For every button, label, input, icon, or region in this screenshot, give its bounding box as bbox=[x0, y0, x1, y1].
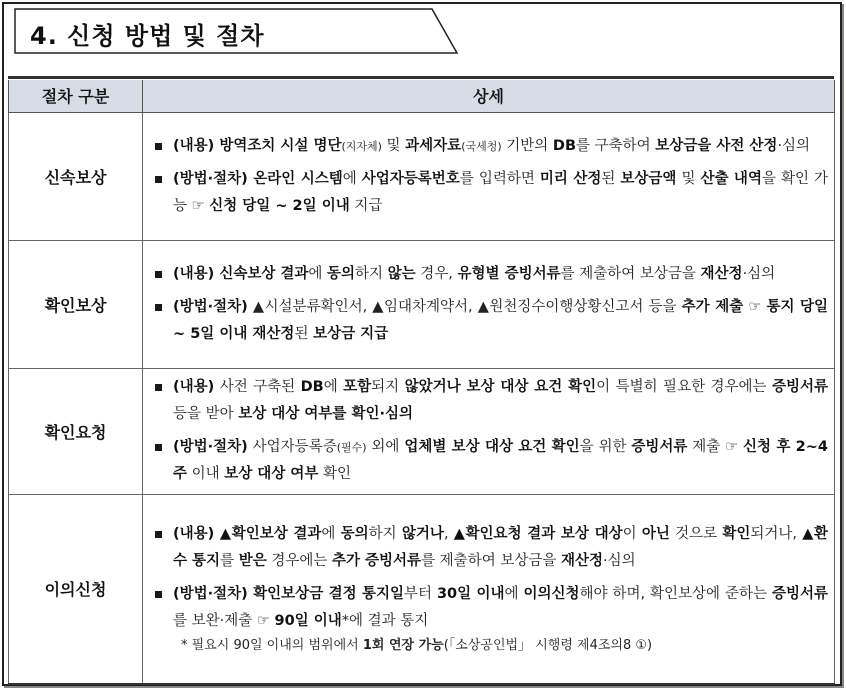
body-text: 된 bbox=[294, 325, 314, 342]
body-text: 된 bbox=[601, 170, 621, 187]
body-text: 를 보완·제출 ☞ bbox=[173, 612, 275, 629]
emphasis-text: 업체별 보상 대상 요건 확인 bbox=[404, 439, 580, 455]
body-text: *에 결과 통지 bbox=[341, 612, 429, 629]
emphasis-text: 사업자등록번호 bbox=[361, 170, 460, 187]
body-text: ·심의 bbox=[602, 552, 636, 569]
emphasis-text: 동의 bbox=[327, 265, 356, 282]
body-text: 하지 bbox=[355, 265, 388, 282]
category-cell: 신속보상 bbox=[9, 112, 143, 240]
emphasis-text: 미리 산정 bbox=[539, 170, 602, 187]
body-text: 에 bbox=[308, 265, 328, 282]
emphasis-text: 30일 이내 bbox=[436, 585, 505, 602]
emphasis-text: (내용) bbox=[173, 379, 215, 395]
emphasis-text: 유형별 증빙서류 bbox=[457, 265, 561, 282]
emphasis-text: 받은 bbox=[238, 552, 267, 569]
emphasis-text: 아닌 bbox=[641, 525, 670, 542]
body-text: 및 bbox=[381, 137, 406, 154]
emphasis-text: 않았거나 보상 대상 요건 확인 bbox=[404, 379, 597, 395]
emphasis-text: 추가 제출 bbox=[681, 298, 744, 315]
emphasis-text: 증빙서류 bbox=[771, 585, 828, 602]
table-row bbox=[9, 240, 835, 368]
small-note-text: (필수) bbox=[336, 441, 367, 454]
detail-cell bbox=[143, 494, 835, 684]
emphasis-text: 재산정 bbox=[700, 265, 743, 282]
title-divider bbox=[8, 76, 834, 79]
body-text: ☞ bbox=[743, 298, 767, 315]
emphasis-text: 통지 당일 ~ 5일 이내 재산정 bbox=[173, 298, 829, 342]
emphasis-text: 1회 연장 가능 bbox=[362, 637, 444, 653]
page-title: 4. 신청 방법 및 절차 bbox=[30, 22, 265, 50]
emphasis-text: (방법·절차) 온라인 시스템 bbox=[173, 170, 343, 187]
body-text: (「소상공인법」 시행령 제4조의8 ①) bbox=[443, 637, 653, 653]
emphasis-text: 과세자료 bbox=[405, 137, 462, 154]
procedure-table bbox=[8, 80, 835, 685]
emphasis-text: (내용) 방역조치 시설 명단 bbox=[173, 137, 342, 154]
detail-item bbox=[153, 294, 828, 348]
emphasis-text: (내용) ▲확인보상 결과 bbox=[173, 525, 322, 542]
detail-item bbox=[153, 374, 828, 428]
emphasis-text: 보상 대상 여부 bbox=[224, 466, 319, 482]
body-text: 를 제출하여 보상금을 bbox=[421, 552, 561, 569]
body-text: 사전 구축된 bbox=[214, 379, 301, 395]
body-text: 이내 bbox=[187, 466, 225, 482]
body-text: 이 특별히 필요한 경우에는 bbox=[596, 379, 772, 395]
detail-item bbox=[153, 581, 828, 635]
emphasis-text: 보상금 지급 bbox=[313, 325, 389, 342]
emphasis-text: (방법·절차) bbox=[173, 298, 248, 315]
footnote bbox=[153, 635, 828, 657]
emphasis-text: 산출 내역 bbox=[700, 170, 762, 187]
emphasis-text: 않거나 bbox=[401, 525, 444, 542]
category-cell: 확인요청 bbox=[9, 368, 143, 494]
emphasis-text: ▲환수 통지 bbox=[173, 525, 828, 569]
table-row bbox=[9, 112, 835, 240]
detail-item bbox=[153, 261, 828, 288]
body-text: 등을 받아 bbox=[173, 406, 239, 422]
body-text: 에 bbox=[321, 525, 341, 542]
emphasis-text: 보상금을 사전 산정 bbox=[655, 137, 778, 154]
body-text: 을 확인 가능 ☞ bbox=[173, 170, 829, 214]
emphasis-text: 보상금액 bbox=[620, 170, 677, 187]
body-text: 를 제출하여 보상금을 bbox=[560, 265, 701, 282]
emphasis-text: 추가 증빙서류 bbox=[331, 552, 422, 569]
body-text: 를 구축하여 bbox=[576, 137, 656, 154]
body-text: 에 bbox=[342, 170, 362, 187]
table-row bbox=[9, 368, 835, 494]
body-text: 되지 bbox=[371, 379, 405, 395]
body-text: 부터 bbox=[404, 585, 437, 602]
body-text: 사업자등록증 bbox=[247, 439, 337, 455]
body-text: 를 bbox=[220, 552, 239, 569]
emphasis-text: 확인 bbox=[722, 525, 751, 542]
small-note-text: (국세청) bbox=[461, 139, 502, 153]
body-text: , bbox=[443, 525, 454, 542]
emphasis-text: 포함 bbox=[343, 379, 372, 395]
detail-cell bbox=[143, 368, 835, 494]
emphasis-text: 재산정 bbox=[560, 552, 603, 569]
body-text: 되거나, bbox=[750, 525, 803, 542]
body-text: 기반의 bbox=[501, 137, 553, 154]
section-title-tab bbox=[14, 8, 458, 54]
body-text: 에 bbox=[504, 585, 524, 602]
body-text: ·심의 bbox=[742, 265, 776, 282]
category-cell: 확인보상 bbox=[9, 240, 143, 368]
body-text: * 필요시 90일 이내의 범위에서 bbox=[181, 637, 363, 653]
body-text: 하지 bbox=[368, 525, 402, 542]
detail-item bbox=[153, 166, 828, 220]
emphasis-text: 증빙서류 bbox=[771, 379, 828, 395]
emphasis-text: 신청 당일 ~ 2일 이내 bbox=[209, 197, 350, 214]
body-text: 것으로 bbox=[669, 525, 723, 542]
body-text: 및 bbox=[676, 170, 701, 187]
body-text: 경우에는 bbox=[266, 552, 332, 569]
emphasis-text: 90일 이내 bbox=[274, 612, 342, 629]
body-text: ▲시설분류확인서, ▲임대차계약서, ▲원천징수이행상황신고서 등을 bbox=[247, 298, 682, 315]
detail-cell bbox=[143, 112, 835, 240]
header-category: 절차 구분 bbox=[9, 80, 143, 112]
emphasis-text: 동의 bbox=[340, 525, 369, 542]
small-note-text: (지자체) bbox=[341, 139, 382, 153]
emphasis-text: 증빙서류 bbox=[631, 439, 688, 455]
emphasis-text: ▲확인요청 결과 보상 대상 bbox=[453, 525, 623, 542]
category-cell: 이의신청 bbox=[9, 494, 143, 684]
detail-item bbox=[153, 133, 828, 160]
body-text: 확인 bbox=[318, 466, 352, 482]
emphasis-text: 보상 대상 여부를 확인·심의 bbox=[238, 406, 413, 422]
body-text: 지급 bbox=[349, 197, 383, 214]
emphasis-text: 신청 후 2~4주 bbox=[173, 439, 829, 482]
body-text: 제출 ☞ bbox=[687, 439, 744, 455]
header-detail: 상세 bbox=[143, 80, 835, 112]
body-text: 외에 bbox=[366, 439, 405, 455]
emphasis-text: 이의신청 bbox=[523, 585, 580, 602]
emphasis-text: (내용) 신속보상 결과 bbox=[173, 265, 309, 282]
detail-item bbox=[153, 434, 828, 488]
body-text: 에 bbox=[323, 379, 344, 395]
table-row bbox=[9, 494, 835, 684]
table-header-row bbox=[9, 80, 835, 112]
body-text: 해야 하며, 확인보상에 준하는 bbox=[579, 585, 772, 602]
emphasis-text: (방법·절차) 확인보상금 결정 통지일 bbox=[173, 585, 404, 602]
body-text: 을 위한 bbox=[579, 439, 632, 455]
emphasis-text: DB bbox=[300, 379, 324, 395]
detail-cell bbox=[143, 240, 835, 368]
emphasis-text: DB bbox=[552, 137, 577, 154]
body-text: 이 bbox=[622, 525, 642, 542]
detail-item bbox=[153, 521, 828, 575]
body-text: 를 입력하면 bbox=[459, 170, 540, 187]
emphasis-text: (방법·절차) bbox=[173, 439, 248, 455]
body-text: ·심의 bbox=[777, 137, 811, 154]
body-text: 경우, bbox=[415, 265, 458, 282]
emphasis-text: 않는 bbox=[387, 265, 416, 282]
